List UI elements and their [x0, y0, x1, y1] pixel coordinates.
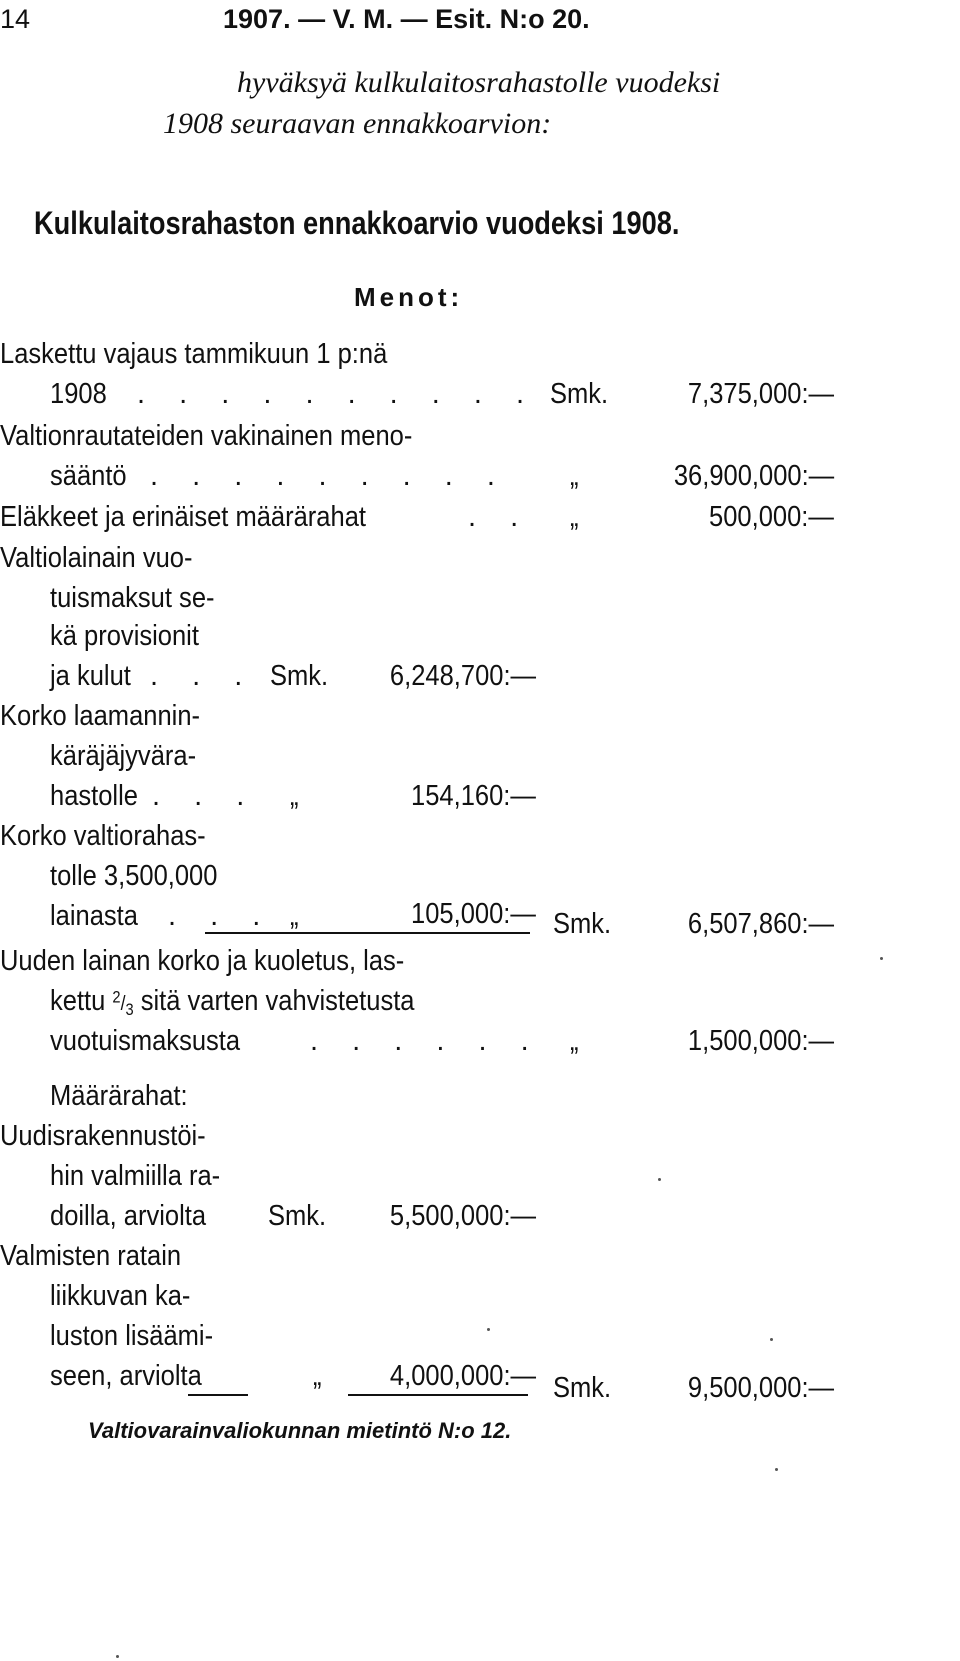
underline-arviolta: [188, 1394, 248, 1396]
leader-dots: . . . . . .: [310, 1025, 542, 1057]
item-valtiolainat-amount: 6,248,700:—: [389, 660, 536, 692]
subtotal-rule: [205, 932, 530, 934]
appr-valmisten-line4: seen, arviolta: [50, 1360, 202, 1392]
uusi-laina-line2-post: sitä varten vahvistetusta: [140, 985, 415, 1017]
appr-uudis-line2: hin valmiilla ra-: [50, 1160, 221, 1192]
item-uusi-laina-line3: vuotuismaksusta: [50, 1025, 241, 1057]
item-korko-valtio-line1: Korko valtiorahas-: [0, 820, 206, 852]
page-title: Kulkulaitosrahaston ennakkoarvio vuodeksi 1908.: [34, 205, 680, 241]
item-uusi-laina-line2: [50, 987, 414, 1019]
leader-dots: . . .: [168, 900, 274, 932]
item-valtiolainat-line4: ja kulut: [50, 660, 131, 692]
leader-dots: . . .: [152, 780, 258, 812]
print-speck: [658, 1178, 661, 1181]
total-currency: Smk.: [553, 1372, 612, 1404]
item-valtiolainat-line3: kä provisionit: [50, 620, 199, 652]
appr-valmisten-currency: „: [313, 1360, 322, 1392]
item-menosaanto-line2: sääntö: [50, 460, 127, 492]
item-valtiolainat-currency: Smk.: [270, 660, 329, 692]
item-korko-laamanni-amount: 154,160:—: [411, 780, 536, 812]
appr-uudis-amount: 5,500,000:—: [389, 1200, 536, 1232]
fraction: $^2/_3$: [112, 987, 134, 1019]
appr-uudis-currency: Smk.: [268, 1200, 327, 1232]
uusi-laina-line2-pre: kettu: [50, 985, 106, 1017]
fraction-numerator: 2: [112, 987, 121, 1007]
subtotal-amount: 6,507,860:—: [687, 908, 834, 940]
item-vajaus-line2: 1908: [50, 378, 107, 410]
print-speck: [116, 1655, 119, 1658]
item-elakkeet-currency: „: [570, 501, 579, 533]
item-valtiolainat-line1: Valtiolainain vuo-: [0, 542, 193, 574]
subtotal-rule-2: [348, 1394, 528, 1396]
print-speck: [487, 1328, 490, 1331]
item-uusi-laina-amount: 1,500,000:—: [687, 1025, 834, 1057]
appr-uudis-line3: doilla, arviolta: [50, 1200, 207, 1232]
item-elakkeet-line1: Eläkkeet ja erinäiset määrärahat: [0, 501, 366, 533]
subtotal-currency: Smk.: [553, 908, 612, 940]
print-speck: [880, 957, 883, 960]
item-uusi-laina-currency: „: [570, 1025, 579, 1057]
intro-line-1: hyväksyä kulkulaitosrahastolle vuodeksi: [237, 66, 721, 99]
footer-note: Valtiovarainvaliokunnan mietintö N:o 12.: [88, 1418, 512, 1443]
leader-dots: . . . . . . . . . .: [137, 378, 538, 410]
section-maararahat: Määrärahat:: [50, 1080, 188, 1112]
leader-dots: . . .: [150, 660, 256, 692]
appr-valmisten-amount: 4,000,000:—: [389, 1360, 536, 1392]
total-amount: 9,500,000:—: [687, 1372, 834, 1404]
item-korko-laamanni-line1: Korko laamannin-: [0, 700, 201, 732]
print-speck: [775, 1468, 778, 1471]
appr-valmisten-line3: luston lisäämi-: [50, 1320, 214, 1352]
item-elakkeet-amount: 500,000:—: [709, 501, 834, 533]
leader-dots: . .: [468, 501, 532, 533]
appr-uudis-line1: Uudisrakennustöi-: [0, 1120, 206, 1152]
appr-valmisten-line2: liikkuvan ka-: [50, 1280, 191, 1312]
intro-line-2: 1908 seuraavan ennakkoarvion:: [163, 107, 552, 140]
item-vajaus-currency: Smk.: [550, 378, 609, 410]
item-vajaus-amount: 7,375,000:—: [687, 378, 834, 410]
item-korko-laamanni-currency: „: [290, 780, 299, 812]
running-head: 1907. — V. M. — Esit. N:o 20.: [223, 4, 590, 34]
section-menot: Menot:: [354, 282, 464, 312]
item-korko-laamanni-line2: käräjäjyvära-: [50, 740, 197, 772]
item-korko-valtio-currency: „: [290, 900, 299, 932]
item-korko-laamanni-line3: hastolle: [50, 780, 138, 812]
item-menosaanto-currency: „: [570, 460, 579, 492]
item-korko-valtio-line3: lainasta: [50, 900, 138, 932]
leader-dots: . . . . . . . . .: [150, 460, 508, 492]
item-vajaus-line1: Laskettu vajaus tammikuun 1 p:nä: [0, 338, 388, 370]
print-speck: [770, 1338, 773, 1341]
item-menosaanto-amount: 36,900,000:—: [673, 460, 834, 492]
appr-valmisten-line1: Valmisten ratain: [0, 1240, 182, 1272]
item-korko-valtio-line2: tolle 3,500,000: [50, 860, 218, 892]
item-valtiolainat-line2: tuismaksut se-: [50, 582, 215, 614]
item-uusi-laina-line1: Uuden lainan korko ja kuoletus, las-: [0, 945, 405, 977]
item-korko-valtio-amount: 105,000:—: [411, 898, 536, 930]
fraction-denominator: 3: [125, 1000, 134, 1019]
page-number: 14: [0, 4, 31, 34]
item-menosaanto-line1: Valtionrautateiden vakinainen meno-: [0, 420, 413, 452]
